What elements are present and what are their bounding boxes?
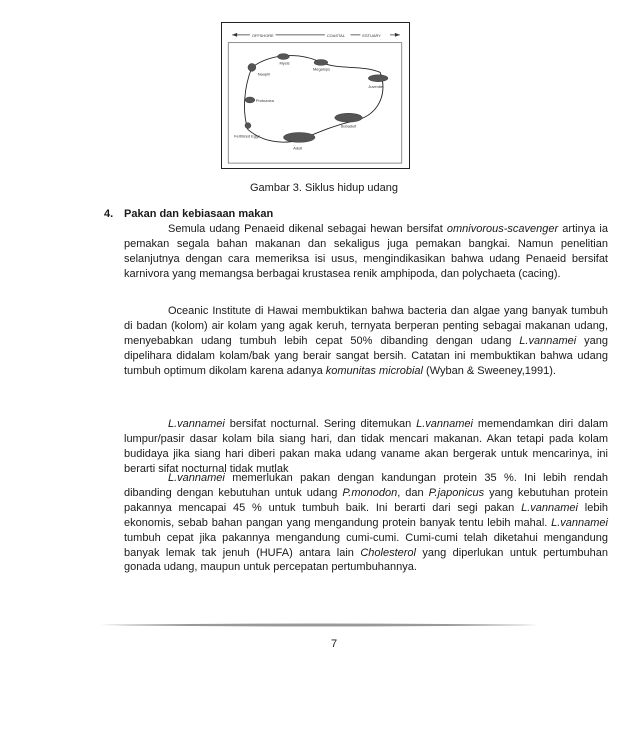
eggs-sketch	[245, 123, 251, 129]
p2-text-a: Oceanic Institute di Hawai membuktikan bahwa bacteria dan algae yang banyak tumbuh di badan (kolom) air kolam yang agak keruh, ternyata berperan penting sebagai makanan udang, menyebabkan udang tumbuh lebih cepat 50% dibanding dengan udang	[124, 305, 608, 347]
p4-text-f: yang kebutuhan protein pakannya mencapai 45 % untuk tumbuh baik. Ini berarti dari segi pakan	[124, 486, 608, 514]
p4-species-5: L.vannamei	[551, 516, 608, 529]
p4-species-3: P.japonicus	[428, 486, 485, 499]
nauplii-sketch	[248, 63, 256, 71]
section-title: Pakan dan kebiasaan makan	[124, 208, 274, 220]
arrow-head-right	[395, 33, 400, 37]
p4-text-h: lebih ekonomis, sebab bahan pangan yang mengandung protein banyak tentu lebih mahal.	[124, 501, 609, 529]
subadult-sketch	[335, 113, 363, 122]
footer-divider	[100, 622, 538, 628]
page-number: 7	[330, 638, 338, 650]
juvenile-sketch	[368, 75, 388, 82]
section-heading	[104, 208, 273, 220]
stage-label-5: Fertilized Eggs	[234, 133, 261, 139]
p1-text-c: artinya ia pemakan segala bahan makanan dan sekaligus juga pemakan bangkai. Namun penelitian selanjutnya dengan cara memeriksa isi usus, mengindikasikan bahwa udang Penaeid bersifat karnivora yang memangsa berbagai krustasea renik amphipoda, dan polychaeta (cacing).	[124, 223, 608, 280]
stage-label-0: Nauplii	[257, 71, 270, 77]
stage-label-2: Megalops	[313, 66, 331, 72]
p4-text-j: tumbuh cepat jika pakannya mengandung cumi-cumi. Cumi-cumi telah diketahui mengandung banyak lemak tak jenuh (HUFA) antara lain	[124, 531, 608, 559]
paragraph-2	[124, 304, 608, 379]
paragraph-1	[124, 222, 608, 282]
p3-species-2: L.vannamei	[416, 418, 473, 430]
paragraph-4	[124, 471, 608, 575]
p2-species: L.vannamei	[519, 334, 577, 347]
stage-label-3: Protozoea	[255, 97, 274, 103]
p1-text-a: Semula udang Penaeid dikenal sebagai hewan bersifat	[168, 223, 447, 235]
section-number: 4.	[104, 208, 114, 220]
stage-label-1: Mysis	[279, 60, 290, 66]
p4-text-b: memerlukan pakan dengan kandungan protein 35 %. Ini lebih rendah dibanding dengan kebutuhan untuk udang	[124, 472, 608, 499]
label-estuary: ESTUARY	[362, 32, 381, 38]
p3-species-1: L.vannamei	[168, 418, 225, 430]
figure-caption: Gambar 3. Siklus hidup udang	[250, 182, 398, 194]
mysis-sketch	[278, 54, 290, 60]
p3-text-b: bersifat nocturnal. Sering ditemukan	[224, 418, 417, 430]
p2-text-c: yang dipelihara didalam kolam/bak yang berair sangat bersih. Catatan ini membuktikan bahwa udang tumbuh optimum dikolam karena adanya	[124, 334, 608, 377]
megalops-sketch	[314, 59, 328, 65]
p4-text-d: , dan	[397, 486, 429, 499]
p2-italic-term: komunitas microbial	[325, 364, 423, 377]
p4-italic-term: Cholesterol	[360, 546, 416, 559]
label-offshore: OFFSHORE	[251, 32, 274, 38]
stage-label-4: Juvenile	[368, 84, 383, 90]
stage-label-7: Subadult	[340, 123, 357, 129]
p4-species-4: L.vannamei	[521, 501, 578, 514]
p2-citation: (Wyban & Sweeney,1991).	[422, 364, 556, 377]
protozoea-sketch	[245, 97, 255, 103]
life-cycle-diagram	[222, 23, 409, 168]
label-coastal: COASTAL	[326, 32, 345, 38]
paragraph-3	[124, 417, 608, 477]
p4-species-1: L.vannamei	[168, 472, 225, 484]
p3-text-d: memendamkan diri dalam lumpur/pasir dasar kolam bila siang hari, dan tidak mencari makanan. Akan tetapi pada kolam budidaya jika siang hari diberi pakan maka udang vaname akan bergerak untuk mencarinya, ini berarti sifat nocturnal tidak mutlak	[124, 418, 608, 475]
p1-italic-term: omnivorous-scavenger	[446, 223, 559, 235]
shrimp-life-cycle-figure	[221, 22, 410, 169]
stage-label-6: Adult	[293, 145, 303, 151]
adult-sketch	[283, 132, 315, 142]
p4-species-2: P.monodon	[342, 486, 398, 499]
p4-text-l: yang diperlukan untuk pertumbuhan gonada udang, maupun untuk percepatan pertumbuhannya.	[124, 546, 608, 574]
arrow-head-left	[232, 33, 237, 37]
